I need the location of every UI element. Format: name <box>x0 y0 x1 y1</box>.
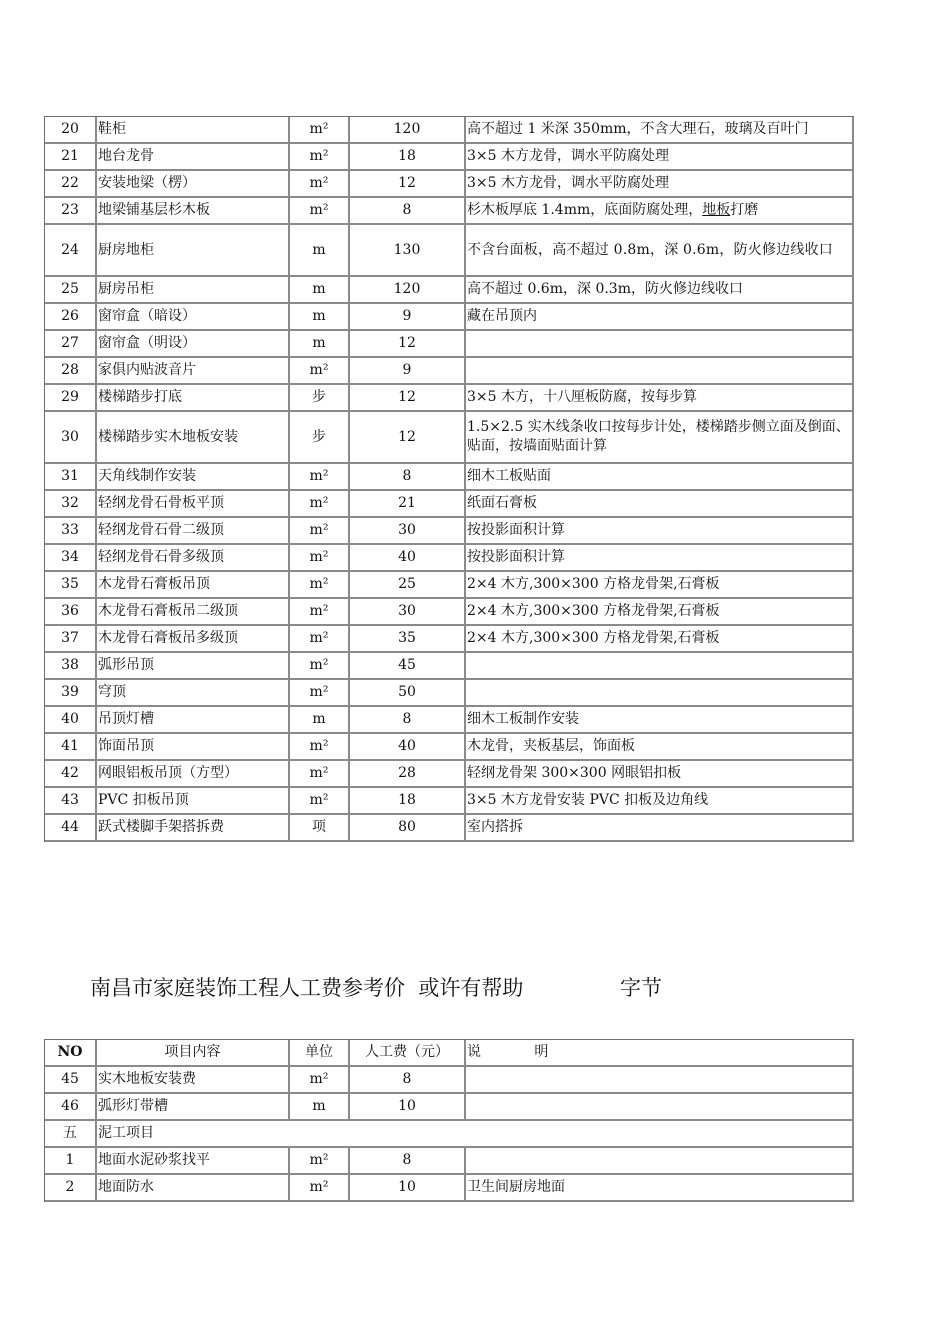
labor-fee: 25 <box>350 572 466 599</box>
item-name: 厨房地柜 <box>97 225 290 277</box>
item-name: 厨房吊柜 <box>97 277 290 304</box>
note: 3×5 木方龙骨安装 PVC 扣板及边角线 <box>466 788 854 815</box>
item-name: 弧形吊顶 <box>97 653 290 680</box>
unit: m <box>290 277 350 304</box>
labor-fee: 18 <box>350 144 466 171</box>
row-number: 43 <box>45 788 97 815</box>
row-number: 35 <box>45 572 97 599</box>
labor-price-table <box>44 1039 854 1202</box>
labor-fee: 30 <box>350 599 466 626</box>
table-row <box>45 1067 854 1094</box>
unit: m <box>290 1094 350 1121</box>
labor-fee: 40 <box>350 545 466 572</box>
note: 纸面石膏板 <box>466 491 854 518</box>
labor-fee: 30 <box>350 518 466 545</box>
row-number: 34 <box>45 545 97 572</box>
unit: 步 <box>290 412 350 464</box>
table-row <box>45 171 854 198</box>
item-name: 窗帘盒（明设） <box>97 331 290 358</box>
note: 高不超过 1 米深 350mm，不含大理石，玻璃及百叶门 <box>466 117 854 144</box>
item-name: 饰面吊顶 <box>97 734 290 761</box>
labor-fee: 8 <box>350 1148 466 1175</box>
table-row <box>45 225 854 277</box>
item-name: 木龙骨石膏板吊多级顶 <box>97 626 290 653</box>
table-row <box>45 198 854 225</box>
header-item: 项目内容 <box>97 1040 290 1067</box>
note <box>466 653 854 680</box>
note <box>466 331 854 358</box>
row-number: 2 <box>45 1175 97 1202</box>
row-number: 22 <box>45 171 97 198</box>
unit: m² <box>290 117 350 144</box>
row-number: 33 <box>45 518 97 545</box>
unit: m² <box>290 171 350 198</box>
unit: 项 <box>290 815 350 842</box>
unit: m² <box>290 599 350 626</box>
table-row <box>45 304 854 331</box>
row-number: 24 <box>45 225 97 277</box>
table-row <box>45 761 854 788</box>
row-number: 45 <box>45 1067 97 1094</box>
row-number: 42 <box>45 761 97 788</box>
table-row <box>45 626 854 653</box>
labor-fee: 18 <box>350 788 466 815</box>
note <box>466 1067 854 1094</box>
note: 藏在吊顶内 <box>466 304 854 331</box>
row-number: 23 <box>45 198 97 225</box>
note: 2×4 木方,300×300 方格龙骨架,石膏板 <box>466 572 854 599</box>
labor-fee: 12 <box>350 171 466 198</box>
item-name: 跃式楼脚手架搭拆费 <box>97 815 290 842</box>
unit: m <box>290 225 350 277</box>
note: 2×4 木方,300×300 方格龙骨架,石膏板 <box>466 626 854 653</box>
header-fee: 人工费（元） <box>350 1040 466 1067</box>
note <box>466 198 854 225</box>
labor-fee: 8 <box>350 464 466 491</box>
labor-fee: 8 <box>350 707 466 734</box>
row-number: 27 <box>45 331 97 358</box>
item-name: 家俱内贴波音片 <box>97 358 290 385</box>
item-name: 地台龙骨 <box>97 144 290 171</box>
labor-fee: 80 <box>350 815 466 842</box>
section-title: 泥工项目 <box>97 1121 854 1148</box>
labor-fee: 28 <box>350 761 466 788</box>
row-number: 29 <box>45 385 97 412</box>
labor-fee: 10 <box>350 1094 466 1121</box>
note: 按投影面积计算 <box>466 518 854 545</box>
note: 3×5 木方，十八厘板防腐，按每步算 <box>466 385 854 412</box>
item-name: 网眼铝板吊顶（方型） <box>97 761 290 788</box>
labor-fee: 130 <box>350 225 466 277</box>
row-number: 30 <box>45 412 97 464</box>
table-row <box>45 707 854 734</box>
table-row <box>45 1175 854 1202</box>
unit: m² <box>290 734 350 761</box>
item-name: 穹顶 <box>97 680 290 707</box>
unit: m² <box>290 198 350 225</box>
table-row <box>45 599 854 626</box>
item-name: 地面防水 <box>97 1175 290 1202</box>
note: 1.5×2.5 实木线条收口按每步计处，楼梯踏步侧立面及倒面、贴面，按墙面贴面计算 <box>466 412 854 464</box>
row-number: 36 <box>45 599 97 626</box>
unit: m² <box>290 1175 350 1202</box>
section-row <box>45 1121 854 1148</box>
table-row <box>45 518 854 545</box>
item-name: PVC 扣板吊顶 <box>97 788 290 815</box>
note: 细木工板贴面 <box>466 464 854 491</box>
item-name: 轻纲龙骨石骨二级顶 <box>97 518 290 545</box>
row-number: 31 <box>45 464 97 491</box>
unit: m² <box>290 680 350 707</box>
unit: m <box>290 331 350 358</box>
unit: m² <box>290 545 350 572</box>
table-row <box>45 412 854 464</box>
item-name: 地面水泥砂浆找平 <box>97 1148 290 1175</box>
note: 轻纲龙骨架 300×300 网眼铝扣板 <box>466 761 854 788</box>
table-row <box>45 491 854 518</box>
labor-price-table-continued <box>44 116 854 842</box>
item-name: 安装地梁（楞） <box>97 171 290 198</box>
header-note: 说 明 <box>466 1040 854 1067</box>
row-number: 1 <box>45 1148 97 1175</box>
table-row <box>45 788 854 815</box>
unit: m <box>290 707 350 734</box>
row-number: 32 <box>45 491 97 518</box>
labor-fee: 120 <box>350 277 466 304</box>
note: 不含台面板，高不超过 0.8m，深 0.6m，防火修边线收口 <box>466 225 854 277</box>
table-row <box>45 653 854 680</box>
labor-fee: 9 <box>350 304 466 331</box>
item-name: 轻纲龙骨石骨多级顶 <box>97 545 290 572</box>
row-number: 20 <box>45 117 97 144</box>
note: 3×5 木方龙骨，调水平防腐处理 <box>466 171 854 198</box>
header-no: NO <box>45 1040 97 1067</box>
labor-fee: 21 <box>350 491 466 518</box>
header-unit: 单位 <box>290 1040 350 1067</box>
item-name: 实木地板安装费 <box>97 1067 290 1094</box>
table-row <box>45 464 854 491</box>
unit: m² <box>290 518 350 545</box>
row-number: 38 <box>45 653 97 680</box>
labor-fee: 12 <box>350 412 466 464</box>
note-text: 打磨 <box>730 202 759 218</box>
table-row <box>45 545 854 572</box>
item-name: 窗帘盒（暗设） <box>97 304 290 331</box>
row-number: 28 <box>45 358 97 385</box>
table-row <box>45 572 854 599</box>
item-name: 地梁铺基层杉木板 <box>97 198 290 225</box>
row-number: 37 <box>45 626 97 653</box>
table-row <box>45 144 854 171</box>
unit: m² <box>290 572 350 599</box>
row-number: 46 <box>45 1094 97 1121</box>
table-row <box>45 117 854 144</box>
item-name: 鞋柜 <box>97 117 290 144</box>
row-number: 44 <box>45 815 97 842</box>
note: 高不超过 0.6m，深 0.3m，防火修边线收口 <box>466 277 854 304</box>
unit: m² <box>290 761 350 788</box>
table-row <box>45 1094 854 1121</box>
labor-fee: 40 <box>350 734 466 761</box>
item-name: 弧形灯带槽 <box>97 1094 290 1121</box>
item-name: 吊顶灯槽 <box>97 707 290 734</box>
table-row <box>45 331 854 358</box>
note: 3×5 木方龙骨，调水平防腐处理 <box>466 144 854 171</box>
table-row <box>45 277 854 304</box>
row-number: 25 <box>45 277 97 304</box>
labor-fee: 12 <box>350 331 466 358</box>
unit: m² <box>290 464 350 491</box>
unit: 步 <box>290 385 350 412</box>
note-text: 杉木板厚底 1.4mm，底面防腐处理， <box>467 202 703 218</box>
note <box>466 680 854 707</box>
labor-fee: 8 <box>350 198 466 225</box>
note <box>466 358 854 385</box>
labor-fee: 50 <box>350 680 466 707</box>
table-row <box>45 385 854 412</box>
row-number: 40 <box>45 707 97 734</box>
note: 2×4 木方,300×300 方格龙骨架,石膏板 <box>466 599 854 626</box>
item-name: 楼梯踏步打底 <box>97 385 290 412</box>
labor-fee: 9 <box>350 358 466 385</box>
underlined-word: 地板 <box>702 202 731 218</box>
labor-fee: 35 <box>350 626 466 653</box>
labor-fee: 120 <box>350 117 466 144</box>
unit: m² <box>290 653 350 680</box>
unit: m² <box>290 491 350 518</box>
item-name: 天角线制作安装 <box>97 464 290 491</box>
note: 细木工板制作安装 <box>466 707 854 734</box>
page-title: 南昌市家庭装饰工程人工费参考价 或许有帮助 <box>90 976 524 1000</box>
title-suffix: 字节 <box>620 976 662 1000</box>
note: 按投影面积计算 <box>466 545 854 572</box>
table-header-row <box>45 1040 854 1067</box>
table-row <box>45 680 854 707</box>
note: 室内搭拆 <box>466 815 854 842</box>
unit: m² <box>290 788 350 815</box>
table-row <box>45 815 854 842</box>
table-row <box>45 358 854 385</box>
unit: m² <box>290 358 350 385</box>
unit: m² <box>290 1067 350 1094</box>
row-number: 41 <box>45 734 97 761</box>
note <box>466 1148 854 1175</box>
unit: m² <box>290 1148 350 1175</box>
row-number: 21 <box>45 144 97 171</box>
labor-fee: 10 <box>350 1175 466 1202</box>
row-number: 26 <box>45 304 97 331</box>
note: 卫生间厨房地面 <box>466 1175 854 1202</box>
item-name: 木龙骨石膏板吊二级顶 <box>97 599 290 626</box>
item-name: 楼梯踏步实木地板安装 <box>97 412 290 464</box>
unit: m² <box>290 626 350 653</box>
note: 木龙骨，夹板基层，饰面板 <box>466 734 854 761</box>
labor-fee: 8 <box>350 1067 466 1094</box>
table-row <box>45 734 854 761</box>
row-number: 39 <box>45 680 97 707</box>
item-name: 木龙骨石膏板吊顶 <box>97 572 290 599</box>
section-number: 五 <box>45 1121 97 1148</box>
item-name: 轻纲龙骨石骨板平顶 <box>97 491 290 518</box>
unit: m <box>290 304 350 331</box>
labor-fee: 45 <box>350 653 466 680</box>
note <box>466 1094 854 1121</box>
labor-fee: 12 <box>350 385 466 412</box>
unit: m² <box>290 144 350 171</box>
table-row <box>45 1148 854 1175</box>
